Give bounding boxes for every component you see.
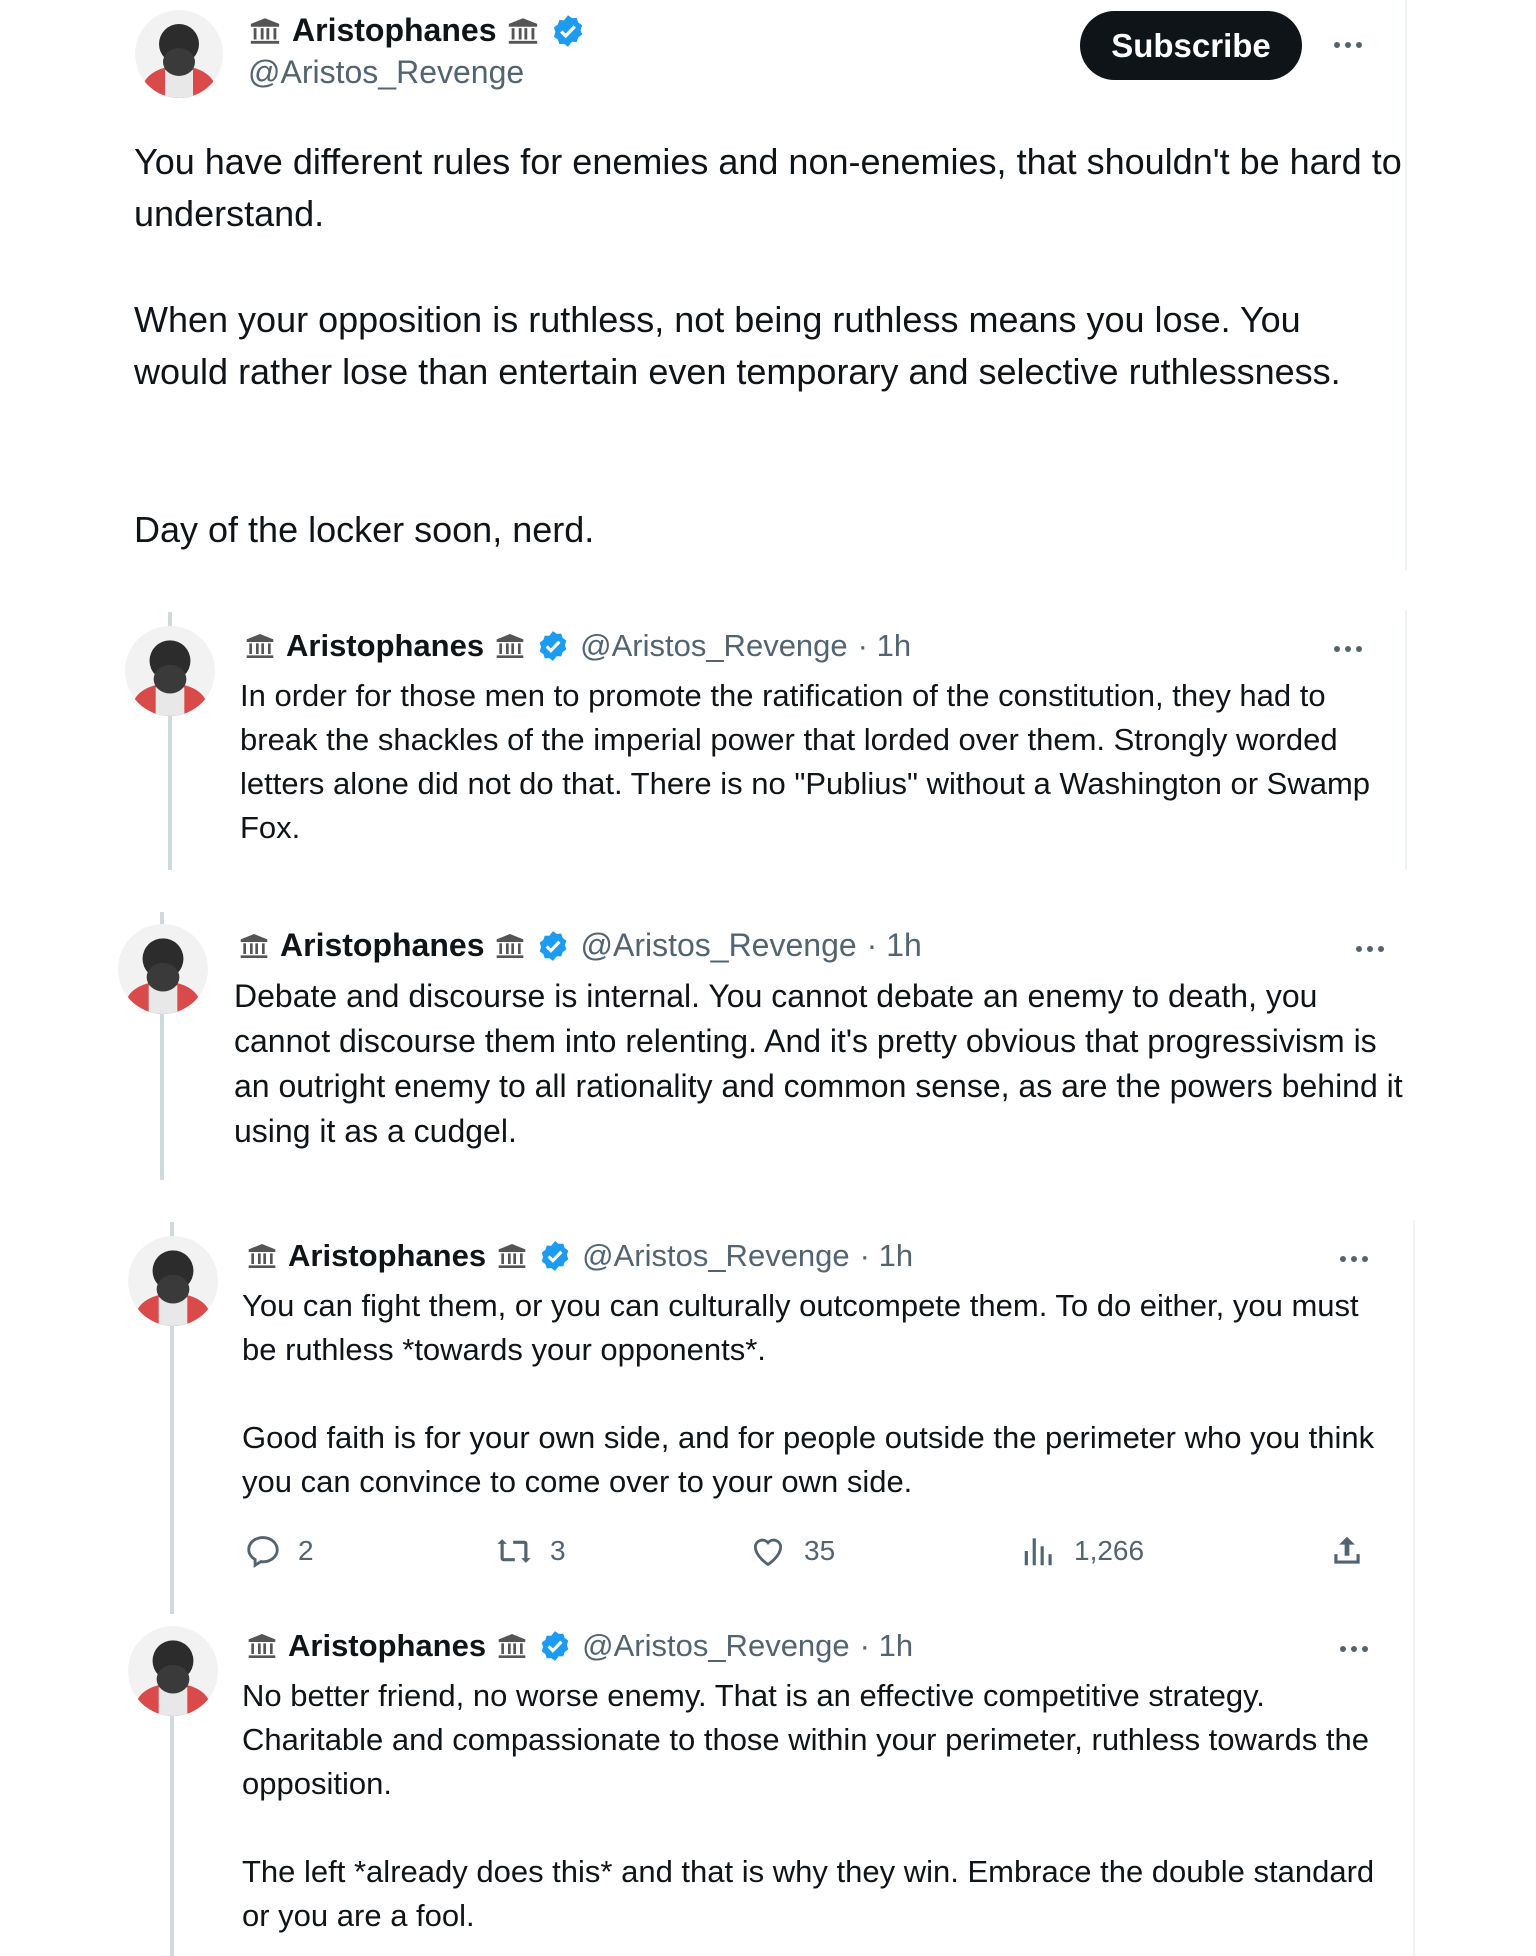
reply-timestamp[interactable]: · 1h: [866, 927, 922, 963]
tweet-text-paragraph: You have different rules for enemies and non-enemies, that shouldn't be hard to understand.: [134, 141, 1402, 234]
share-icon: [1328, 1532, 1366, 1570]
classical-building-icon: [246, 1630, 278, 1662]
reply-count: 2: [298, 1535, 314, 1566]
tweet-text-paragraph: Day of the locker soon, nerd.: [134, 509, 595, 550]
classical-building-icon: [246, 1240, 278, 1272]
like-count: 35: [804, 1535, 836, 1566]
verified-badge-icon[interactable]: [536, 629, 570, 663]
reply-handle[interactable]: @Aristos_Revenge: [580, 628, 848, 663]
column-border: [1405, 610, 1407, 870]
more-icon[interactable]: [1340, 1646, 1368, 1652]
classical-building-icon: [496, 1630, 528, 1662]
more-icon[interactable]: [1356, 946, 1384, 952]
verified-badge-icon[interactable]: [536, 929, 570, 963]
verified-badge-icon[interactable]: [550, 13, 586, 49]
reply-icon: [244, 1532, 282, 1570]
reply-text-paragraph: In order for those men to promote the ratification of the constitution, they had to break the shackles of the imperial power that lorded over them. Strongly worded letters alone did not do that. There is no "Publius" without a Washington or Swamp Fox.: [240, 678, 1371, 845]
author-avatar[interactable]: [135, 10, 223, 98]
share-action-button[interactable]: [1328, 1532, 1366, 1570]
author-avatar[interactable]: [118, 924, 208, 1014]
reply-header: [244, 628, 911, 664]
reply-header: [246, 1238, 913, 1274]
repost-action-button[interactable]: [494, 1532, 566, 1570]
author-avatar[interactable]: [128, 1626, 218, 1716]
reply-action-button[interactable]: [244, 1532, 314, 1570]
author-avatar[interactable]: [125, 626, 215, 716]
reply-handle[interactable]: @Aristos_Revenge: [580, 927, 857, 963]
reply-handle[interactable]: @Aristos_Revenge: [582, 1628, 850, 1663]
classical-building-icon: [496, 1240, 528, 1272]
reply-text-paragraph: Debate and discourse is internal. You cannot debate an enemy to death, you cannot discourse them into relenting. And it's pretty obvious that progressivism is an outright enemy to all rationality and common sense, as are the powers behind it using it as a cudgel.: [234, 978, 1403, 1149]
more-icon[interactable]: [1334, 646, 1362, 652]
classical-building-icon: [244, 630, 276, 662]
like-icon: [748, 1532, 788, 1570]
reply-handle[interactable]: @Aristos_Revenge: [582, 1238, 850, 1273]
thread-line: [170, 1708, 174, 1956]
more-icon[interactable]: [1334, 42, 1362, 48]
classical-building-icon: [238, 930, 270, 962]
reply-author-name[interactable]: Aristophanes: [288, 1238, 487, 1273]
reply-author-name[interactable]: Aristophanes: [286, 628, 485, 663]
column-border: [1405, 0, 1407, 570]
more-icon[interactable]: [1340, 1256, 1368, 1262]
reply-header: [246, 1628, 913, 1664]
classical-building-icon: [506, 14, 540, 48]
reply-timestamp[interactable]: · 1h: [859, 1628, 914, 1663]
views-action-button[interactable]: [1020, 1532, 1144, 1570]
reply-text-paragraph: Good faith is for your own side, and for people outside the perimeter who you think you can convince to come over to your own side.: [242, 1420, 1375, 1499]
author-handle[interactable]: @Aristos_Revenge: [248, 54, 525, 90]
reply-author-name[interactable]: Aristophanes: [280, 927, 485, 963]
classical-building-icon: [248, 14, 282, 48]
verified-badge-icon[interactable]: [538, 1239, 572, 1273]
reply-timestamp[interactable]: · 1h: [857, 628, 912, 663]
views-icon: [1020, 1532, 1058, 1570]
classical-building-icon: [494, 930, 526, 962]
reply-text-paragraph: No better friend, no worse enemy. That is an effective competitive strategy. Charitable and compassionate to those within your perimeter, ruthless towards the opposition.: [242, 1678, 1369, 1801]
tweet-text-paragraph: When your opposition is ruthless, not being ruthless means you lose. You would rather lose than entertain even temporary and selective ruthlessness.: [134, 299, 1341, 392]
repost-icon: [494, 1532, 534, 1570]
author-header: [248, 12, 586, 49]
author-avatar[interactable]: [128, 1236, 218, 1326]
classical-building-icon: [494, 630, 526, 662]
subscribe-button[interactable]: Subscribe: [1080, 11, 1302, 80]
reply-timestamp[interactable]: · 1h: [859, 1238, 914, 1273]
repost-count: 3: [550, 1535, 566, 1566]
reply-header: [238, 927, 922, 964]
reply-text-paragraph: The left *already does this* and that is why they win. Embrace the double standard or you are a fool.: [242, 1854, 1375, 1933]
column-border: [1413, 1220, 1415, 1956]
reply-text-paragraph: You can fight them, or you can culturally outcompete them. To do either, you must be ruthless *towards your opponents*.: [242, 1288, 1359, 1367]
verified-badge-icon[interactable]: [538, 1629, 572, 1663]
view-count: 1,266: [1074, 1535, 1145, 1566]
author-name[interactable]: Aristophanes: [292, 12, 497, 48]
reply-author-name[interactable]: Aristophanes: [288, 1628, 487, 1663]
like-action-button[interactable]: [748, 1532, 835, 1570]
